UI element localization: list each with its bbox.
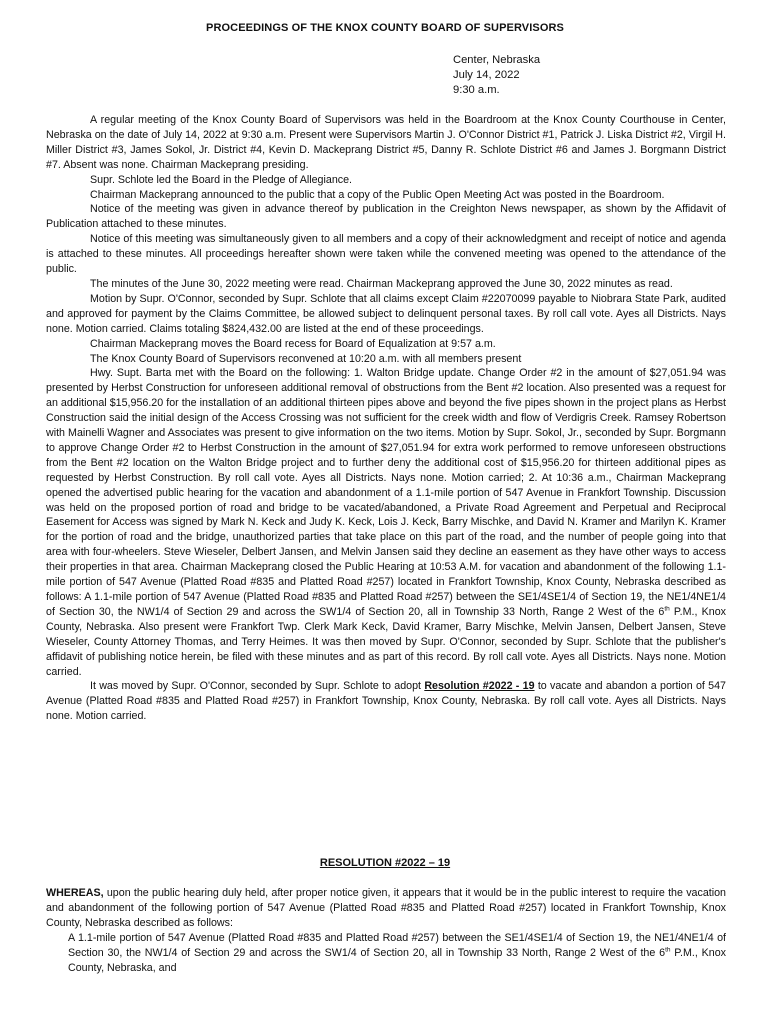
whereas-clause xyxy=(46,886,726,931)
legal-description-text: A 1.1-mile portion of 547 Avenue (Platted Road #835 and Platted Road #257) between the SE1/4SE1/4 of Section 19, the NE1/4NE1/4 of Section 30, the NW1/4 of Section 29 and across the SW1/4 of Section 20, all in Township 33 North, Range 2 West of the 6 xyxy=(68,931,726,959)
legal-description xyxy=(68,931,726,976)
paragraph-pledge: Supr. Schlote led the Board in the Pledge of Allegiance. xyxy=(90,173,353,186)
highway-report-text-cont: P.M., Knox County, Nebraska. Also present were Frankfort Twp. Clerk Mark Keck, David Kramer, Barry Mischke, Melvin Jansen, Delbert Jansen, Steve Wieseler, County Attorney Thomas, and Terry Heimes. It was then moved by Supr. O'Connor, seconded by Supr. Schlote that the publisher's affidavit of publishing notice herein, be filed with these minutes and as part of this record. By roll call vote. Ayes all Districts. Nays none. Motion carried. xyxy=(46,605,726,678)
whereas-label: WHEREAS, xyxy=(46,887,104,899)
paragraph-highway-report xyxy=(46,366,726,679)
legal-description-text-cont: P.M., Knox County, Nebraska, and xyxy=(68,946,727,974)
paragraph-claims-motion: Motion by Supr. O'Connor, seconded by Supr. Schlote that all claims except Claim #22070099 payable to Niobrara State Park, audited and approved for payment by the Claims Committee, be allowed subject to delinquent personal taxes. By roll call vote. Ayes all Districts. Nays none. Motion carried. Claims totaling $824,432.00 are listed at the end of these proceedings. xyxy=(46,292,726,335)
resolution-motion-text: It was moved by Supr. O'Connor, seconded by Supr. Schlote to adopt xyxy=(90,680,425,693)
paragraph-meeting-opening: A regular meeting of the Knox County Board of Supervisors was held in the Boardroom at the Knox County Courthouse in Center, Nebraska on the date of July 14, 2022 at 9:30 a.m. Present were Supervisors Martin J. O'Connor District #1, Patrick J. Liska District #2, Virgil H. Miller District #3, James Sokol, Jr. District #4, Kevin D. Mackeprang District #5, Danny R. Schlote District #6 and James J. Borgmann District #7. Absent was none. Chairman Mackeprang presiding. xyxy=(46,114,726,171)
paragraph-open-meeting-act: Chairman Mackeprang announced to the public that a copy of the Public Open Meeting Act was posted in the Boardroom. xyxy=(90,188,665,201)
paragraph-notice-publication: Notice of the meeting was given in advance thereof by publication in the Creighton News newspaper, as shown by the Affidavit of Publication attached to these minutes. xyxy=(46,203,726,231)
ordinal-suffix: th xyxy=(664,605,670,613)
resolution-motion-text-cont: to vacate and abandon a portion of 547 Avenue (Platted Road #835 and Platted Road #257) in Frankfort Township, Knox County, Nebraska. By roll call vote. Ayes all Districts. Nays none. Motion carried. xyxy=(46,680,726,723)
paragraph-notice-members: Notice of this meeting was simultaneously given to all members and a copy of their acknowledgment and receipt of notice and agenda is attached to these minutes. All proceedings hereafter shown were taken while the convened meeting was opened to the attendance of the public. xyxy=(46,233,726,276)
meeting-time: 9:30 a.m. xyxy=(453,84,500,96)
paragraph-reconvene: The Knox County Board of Supervisors reconvened at 10:20 a.m. with all members present xyxy=(90,352,522,365)
meeting-location: Center, Nebraska xyxy=(453,54,541,66)
whereas-text: upon the public hearing duly held, after proper notice given, it appears that it would be in the public interest to require the vacation and abandonment of the following portion of 547 Avenue (Platted Road #835 and Platted Road #257) located in Frankfort Township, Knox County, Nebraska described as follows: xyxy=(46,887,726,929)
document-title: PROCEEDINGS OF THE KNOX COUNTY BOARD OF SUPERVISORS xyxy=(206,22,564,34)
paragraph-minutes-approval: The minutes of the June 30, 2022 meeting were read. Chairman Mackeprang approved the June 30, 2022 minutes as read. xyxy=(90,277,673,290)
resolution-title: RESOLUTION #2022 – 19 xyxy=(319,857,451,869)
highway-report-text: Hwy. Supt. Barta met with the Board on the following: 1. Walton Bridge update. Change Order #2 in the amount of $27,051.94 was presented by Herbst Construction for unforeseen additional removal of obstructions from the Bent #2 location. Also presented was a request for an additional $15,956.20 for the installation of an additional thirteen pipes above and beyond the five pipes shown in the project plans as Herbst Construction said the initial design of the Access Crossing was not sufficient for the creek width and flow of Verdigris Creek. Ramsey Robertson with Mainelli Wagner and Associates was present to give information on the two items. Motion by Supr. Sokol, Jr., seconded by Supr. Borgmann to approve Change Order #2 to Herbst Construction in the amount of $27,051.94 for extra work performed to remove unforeseen obstructions from the Bent #2 location on the Walton Bridge project and to further deny the additional cost of $15,956.20 for thirteen additional pipes as requested by Herbst Construction. By roll call vote. Ayes all Districts. Nays none. Motion carried; 2. At 10:36 a.m., Chairman Mackeprang opened the advertised public hearing for the vacation and abandonment of a 1.1-mile portion of 547 Avenue in Frankfort Township. Discussion was held on the proposed portion of road and bridge to be vacated/abandoned, a Private Road Agreement and Perpetual and Reciprocal Easement for Access was signed by Mark N. Keck and Judy K. Keck, Lois J. Keck, Barry Mischke, and David N. Kramer and Marilyn K. Kramer for the portion of road and the bridge, unauthorized parties that take place on this part of the road, and the number of people going into that area with four-wheelers. Steve Wieseler, Delbert Jansen, and Melvin Jansen said they decline an easement as they have other ways to access their properties in that area. Chairman Mackeprang closed the Public Hearing at 10:53 A.M. for vacation and abandonment of the following 1.1-mile portion of 547 Avenue (Platted Road #835 and Platted Road #257) located in Frankfort Township, Knox County, Nebraska described as follows: A 1.1-mile portion of 547 Avenue (Platted Road #835 and Platted Road #257) between the SE1/4SE1/4 of Section 19, the NE1/4NE1/4 of Section 30, the NW1/4 of Section 29 and across the SW1/4 of Section 20, all in Township 33 North, Range 2 West of the 6 xyxy=(46,367,726,618)
meeting-info xyxy=(453,53,540,98)
paragraph-resolution-motion xyxy=(46,679,726,724)
ordinal-suffix: th xyxy=(665,946,671,954)
meeting-date: July 14, 2022 xyxy=(453,69,520,81)
resolution-body xyxy=(46,886,726,975)
paragraph-recess: Chairman Mackeprang moves the Board recess for Board of Equalization at 9:57 a.m. xyxy=(90,337,496,350)
proceedings-body xyxy=(46,113,726,724)
resolution-reference: Resolution #2022 - 19 xyxy=(424,680,535,693)
